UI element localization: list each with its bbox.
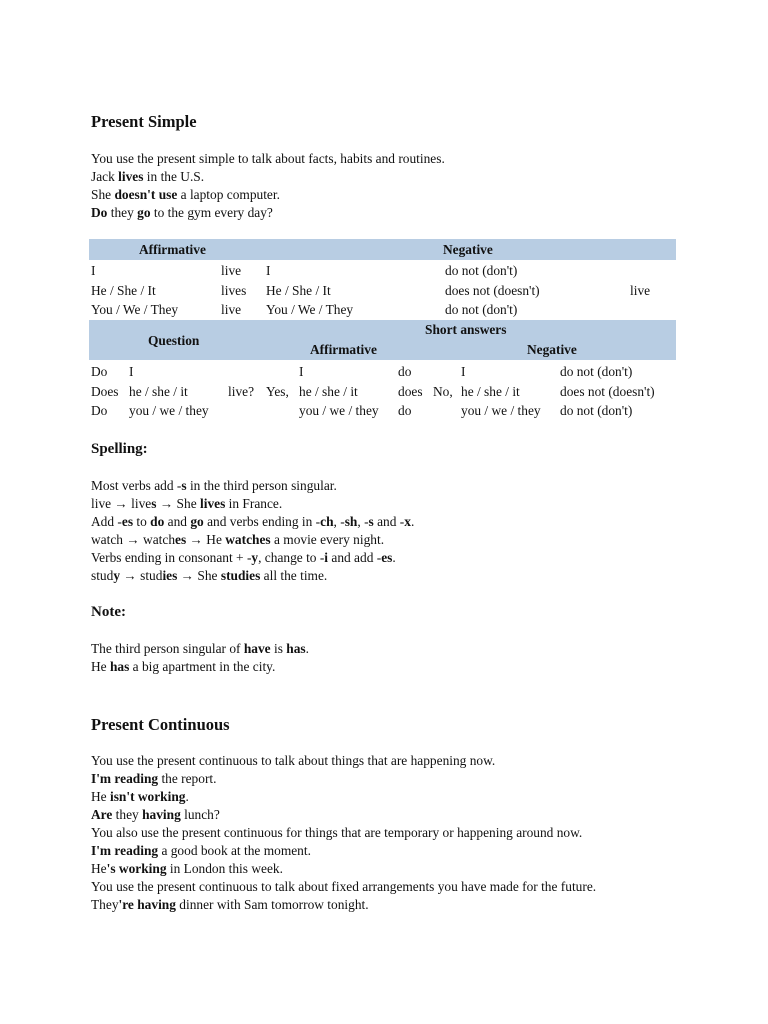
table-cell: live? [228, 384, 255, 399]
spelling-line [91, 532, 384, 548]
bold-text: go [137, 205, 151, 220]
bold-text: es [175, 532, 187, 547]
table-cell: do not (don't) [445, 302, 518, 317]
text-segment: and [164, 514, 191, 529]
table-cell: live [221, 302, 242, 317]
ps-intro-line [91, 205, 273, 221]
text-segment: live → live [91, 496, 152, 511]
table-cell: he / she / it [129, 384, 188, 399]
bold-text: isn't working [109, 789, 186, 804]
bold-text: studies [220, 568, 261, 583]
text-segment: → stud [120, 568, 163, 583]
present-simple-title: Present Simple [91, 112, 197, 131]
negative-header: Negative [443, 242, 493, 257]
text-segment: a laptop computer. [177, 187, 280, 202]
table-cell: you / we / they [129, 403, 209, 418]
text-segment: She [91, 187, 115, 202]
text-segment: Jack [91, 169, 119, 184]
table-cell: You / We / They [266, 302, 354, 317]
table-cell: No, [433, 384, 453, 399]
bold-text: ch [320, 514, 334, 529]
text-segment: → She [177, 568, 221, 583]
text-segment: to the gym every day? [150, 205, 273, 220]
bold-text: ies [162, 568, 178, 583]
text-segment: in the third person singular. [186, 478, 337, 493]
text-segment: . [392, 550, 396, 565]
bold-text: i [324, 550, 329, 565]
text-segment: Most verbs add - [91, 478, 182, 493]
text-segment: , change to - [258, 550, 325, 565]
pc-line [91, 771, 216, 787]
spelling-line [91, 496, 282, 512]
table-cell: he / she / it [461, 384, 520, 399]
table-cell: He / She / It [266, 283, 331, 298]
bold-text: having [142, 807, 181, 822]
text-segment: they [112, 807, 143, 822]
bold-text: 're having [118, 897, 176, 912]
table-cell: I [461, 364, 466, 379]
pc-line [91, 825, 582, 841]
table-cell: he / she / it [299, 384, 358, 399]
bold-text: x [404, 514, 411, 529]
pc-line [91, 843, 311, 859]
table-cell: do not (don't) [445, 263, 518, 278]
text-segment: a good book at the moment. [158, 843, 311, 858]
short-negative-header: Negative [527, 342, 577, 357]
bold-text: I'm reading [91, 771, 159, 786]
bold-text: watches [225, 532, 271, 547]
text-segment: stud [91, 568, 114, 583]
text-segment: You use the present continuous to talk about fixed arrangements you have made for the future. [91, 879, 597, 894]
question-header: Question [148, 333, 200, 348]
note-title: Note: [91, 604, 126, 620]
bold-text: s [181, 478, 187, 493]
bold-text: es [381, 550, 393, 565]
table-cell: do not (don't) [560, 364, 633, 379]
text-segment: dinner with Sam tomorrow tonight. [175, 897, 369, 912]
text-segment: He [91, 659, 110, 674]
table-cell: You / We / They [91, 302, 179, 317]
text-segment: Verbs ending in consonant + - [91, 550, 252, 565]
note-line [91, 641, 309, 657]
pc-line [91, 897, 369, 913]
spelling-title: Spelling: [91, 441, 148, 457]
table-cell: you / we / they [299, 403, 379, 418]
table-cell: does not (doesn't) [560, 384, 655, 399]
text-segment: . [410, 514, 415, 529]
affirmative-header: Affirmative [139, 242, 206, 257]
ps-intro-line [91, 151, 445, 167]
pc-line [91, 753, 495, 769]
bold-text: lives [118, 169, 144, 184]
bold-text: y [113, 568, 121, 583]
table-cell: Does [91, 384, 119, 399]
table-cell: I [91, 263, 96, 278]
bold-text: es [121, 514, 134, 529]
text-segment: in London this week. [166, 861, 283, 876]
text-segment: You use the present simple to talk about facts, habits and routines. [91, 151, 445, 166]
pc-line [91, 807, 220, 823]
bold-text: has [109, 659, 130, 674]
present-continuous-title: Present Continuous [91, 715, 230, 734]
table-cell: I [299, 364, 304, 379]
table-cell: live [630, 283, 651, 298]
table-cell: I [266, 263, 271, 278]
bold-text: lives [200, 496, 226, 511]
text-segment: is [270, 641, 287, 656]
pc-line [91, 861, 283, 877]
ps-intro-line [91, 169, 204, 185]
table-cell: do [398, 403, 412, 418]
text-segment: in the U.S. [143, 169, 205, 184]
bold-text: I'm reading [91, 843, 159, 858]
table-cell: Yes, [266, 384, 289, 399]
short-affirmative-header: Affirmative [310, 342, 377, 357]
spelling-line [91, 568, 327, 584]
bold-text: have [243, 641, 271, 656]
spelling-line [91, 550, 396, 566]
table-cell: live [221, 263, 242, 278]
text-segment: He [91, 861, 107, 876]
bold-text: Do [91, 205, 108, 220]
table-cell: Do [91, 364, 108, 379]
bold-text: doesn't use [114, 187, 178, 202]
text-segment: , - [357, 514, 369, 529]
text-segment: lunch? [180, 807, 220, 822]
table-cell: you / we / they [461, 403, 541, 418]
text-segment: The third person singular of [91, 641, 244, 656]
text-segment: all the time. [260, 568, 328, 583]
text-segment: a big apartment in the city. [129, 659, 276, 674]
text-segment: You use the present continuous to talk about things that are happening now. [91, 753, 496, 768]
text-segment: and add - [328, 550, 382, 565]
text-segment: to [133, 514, 151, 529]
bold-text: has [286, 641, 306, 656]
bold-text: y [251, 550, 259, 565]
text-segment: , - [333, 514, 345, 529]
table-cell: does [398, 384, 423, 399]
text-segment: watch → watch [91, 532, 176, 547]
text-segment: a movie every night. [270, 532, 385, 547]
note-line [91, 659, 275, 675]
text-segment: → She [156, 496, 200, 511]
table-cell: He / She / It [91, 283, 156, 298]
bold-text: do [150, 514, 165, 529]
ps-intro-line [91, 187, 280, 203]
text-segment: the report. [158, 771, 217, 786]
bold-text: sh [344, 514, 358, 529]
pc-line [91, 879, 596, 895]
spelling-line [91, 478, 337, 494]
text-segment: and verbs ending in - [203, 514, 321, 529]
table-cell: lives [221, 283, 247, 298]
table-cell: I [129, 364, 134, 379]
text-segment: They [91, 897, 119, 912]
pc-line [91, 789, 189, 805]
text-segment: and - [373, 514, 405, 529]
text-segment: in France. [225, 496, 283, 511]
bold-text: go [190, 514, 204, 529]
bold-text: s [151, 496, 157, 511]
bold-text: s [368, 514, 374, 529]
table-cell: Do [91, 403, 108, 418]
table-cell: do not (don't) [560, 403, 633, 418]
short-answers-header: Short answers [425, 322, 507, 337]
table-cell: does not (doesn't) [445, 283, 540, 298]
spelling-line [91, 514, 414, 530]
text-segment: He [91, 789, 110, 804]
text-segment: → He [186, 532, 226, 547]
text-segment: You also use the present continuous for things that are temporary or happening around now. [91, 825, 583, 840]
bold-text: Are [91, 807, 113, 822]
bold-text: 's working [106, 861, 167, 876]
text-segment: . [305, 641, 309, 656]
table-cell: do [398, 364, 412, 379]
text-segment: they [107, 205, 138, 220]
text-segment: . [185, 789, 189, 804]
text-segment: Add - [91, 514, 122, 529]
